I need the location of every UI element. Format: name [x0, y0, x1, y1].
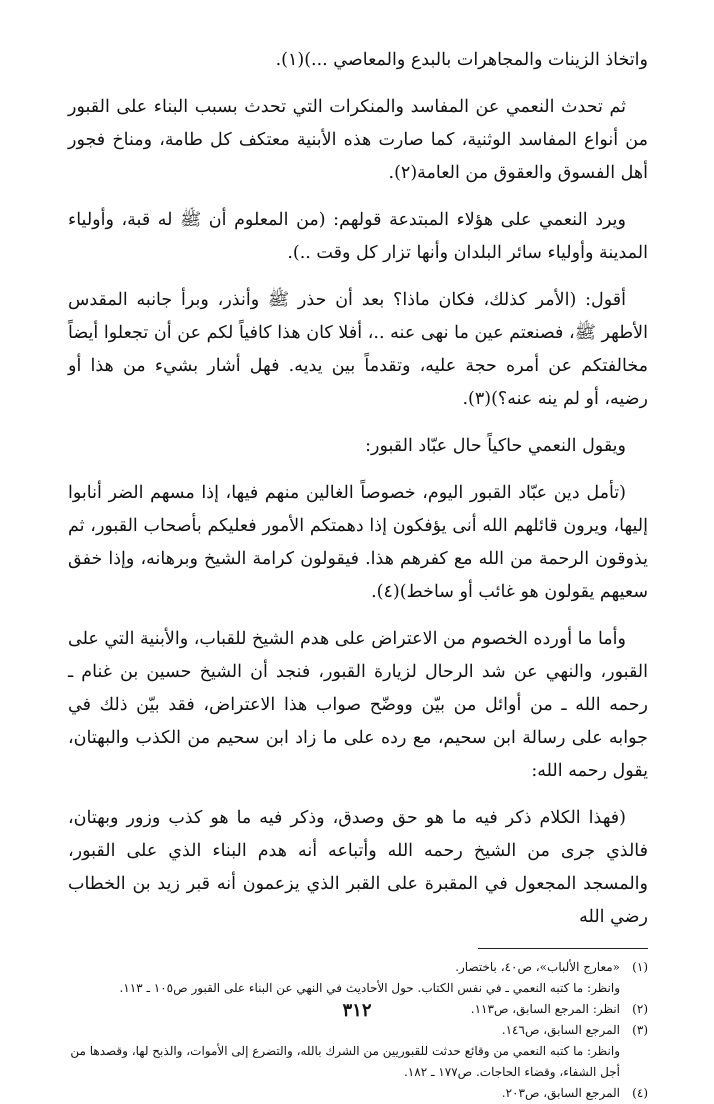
- body-text: [68, 44, 648, 934]
- footnote-number: (٤): [632, 1086, 648, 1100]
- footnote-text: المرجع السابق، ص٢٠٣.: [501, 1086, 620, 1100]
- footnote-3-continued: [68, 1041, 648, 1083]
- paragraph-5: ويقول النعمي حاكياً حال عبّاد القبور:: [365, 436, 626, 456]
- footnotes: [68, 957, 648, 1104]
- page-number: ٣١٢: [342, 1000, 372, 1021]
- paragraph-6: (تأمل دين عبّاد القبور اليوم، خصوصاً الغالين منهم فيها، إذا مسهم الضر أنابوا إليها، ويرون قائلهم الله أنى يؤفكون إذا دهمتكم الأمور فعليكم بأصحاب القبور، ثم يذوقون الرحمة من الله مع كفرهم هذا. فيقولون كرامة الشيخ وبرهانه، وإذا خفق سعيهم يقولون هو غائب أو ساخط)(٤).: [68, 483, 648, 602]
- paragraph-2: ثم تحدث النعمي عن المفاسد والمنكرات التي تحدث بسبب البناء على القبور من أنواع المفاسد الوثنية، كما صارت هذه الأبنية معتكف كل طامة، ومناخ فجور أهل الفسوق والعقوق من العامة(٢).: [68, 97, 648, 183]
- paragraph-8: (فهذا الكلام ذكر فيه ما هو حق وصدق، وذكر فيه ما هو كذب وزور وبهتان، فالذي جرى من الشيخ رحمه الله وأتباعه أنه هدم البناء الذي على القبور، والمسجد المجعول في المقبرة على القبر الذي يزعمون أنه قبر زيد بن الخطاب رضي الله: [68, 808, 648, 927]
- footnote-1: [68, 957, 648, 978]
- footnote-3: [68, 1020, 648, 1041]
- paragraph-3: ويرد النعمي على هؤلاء المبتدعة قولهم: (من المعلوم أن ﷺ له قبة، وأولياء المدينة وأولياء سائر البلدان وأنها تزار كل وقت ..).: [68, 210, 648, 263]
- paragraph-4: أقول: (الأمر كذلك، فكان ماذا؟ بعد أن حذر ﷺ وأنذر، وبرأ جانبه المقدس الأطهر ﷺ، فصنعتم عين ما نهى عنه ..، أفلا كان هذا كافياً لكم عن أن تجعلوا أيضاً مخالفتكم عن أمره حجة عليه، وتقدماً بين يديه. فهل أشار بشيء من هذا أو رضيه، أو لم ينه عنه؟)(٣).: [68, 290, 648, 409]
- footnote-text: وانظر: ما كتبه النعمي ـ في نفس الكتاب. حول الأحاديث في النهي عن البناء على القبور ص١٠٥ ـ ١١٣.: [119, 981, 620, 995]
- footnote-text: «معارج الألباب»، ص٤٠، باختصار.: [455, 960, 620, 974]
- footnote-divider: [478, 948, 648, 949]
- footnote-number: [620, 978, 648, 999]
- footnote-text: انظر: المرجع السابق، ص١١٣.: [470, 1002, 620, 1016]
- paragraph-1: واتخاذ الزينات والمجاهرات بالبدع والمعاصي ...)(١).: [275, 50, 648, 70]
- footnote-number: (٢): [632, 1002, 648, 1016]
- footnote-number: (١): [632, 960, 648, 974]
- footnote-text: المرجع السابق، ص١٤٦.: [501, 1023, 620, 1037]
- footnote-1-continued: [68, 978, 648, 999]
- paragraph-7: وأما ما أورده الخصوم من الاعتراض على هدم الشيخ للقباب، والأبنية التي على القبور، والنهي عن شد الرحال لزيارة القبور، فنجد أن الشيخ حسين بن غنام ـ رحمه الله ـ من أوائل من بيّن ووضّح صواب هذا الاعتراض، فقد بيّن ذلك في جوابه على رسالة ابن سحيم، مع رده على ما زاد ابن سحيم من الكذب والبهتان، يقول رحمه الله:: [68, 629, 648, 781]
- footnote-number: (٣): [632, 1023, 648, 1037]
- footnote-4: [68, 1083, 648, 1104]
- footnote-text: وانظر: ما كتبه النعمي من وقائع حدثت للقبوريين من الشرك بالله، والتضرع إلى الأموات، والذبح لها، وقصدها من أجل الشفاء، وقضاء الحاجات. ص١٧٧ ـ ١٨٢.: [70, 1044, 620, 1079]
- footnote-number: [620, 1041, 648, 1083]
